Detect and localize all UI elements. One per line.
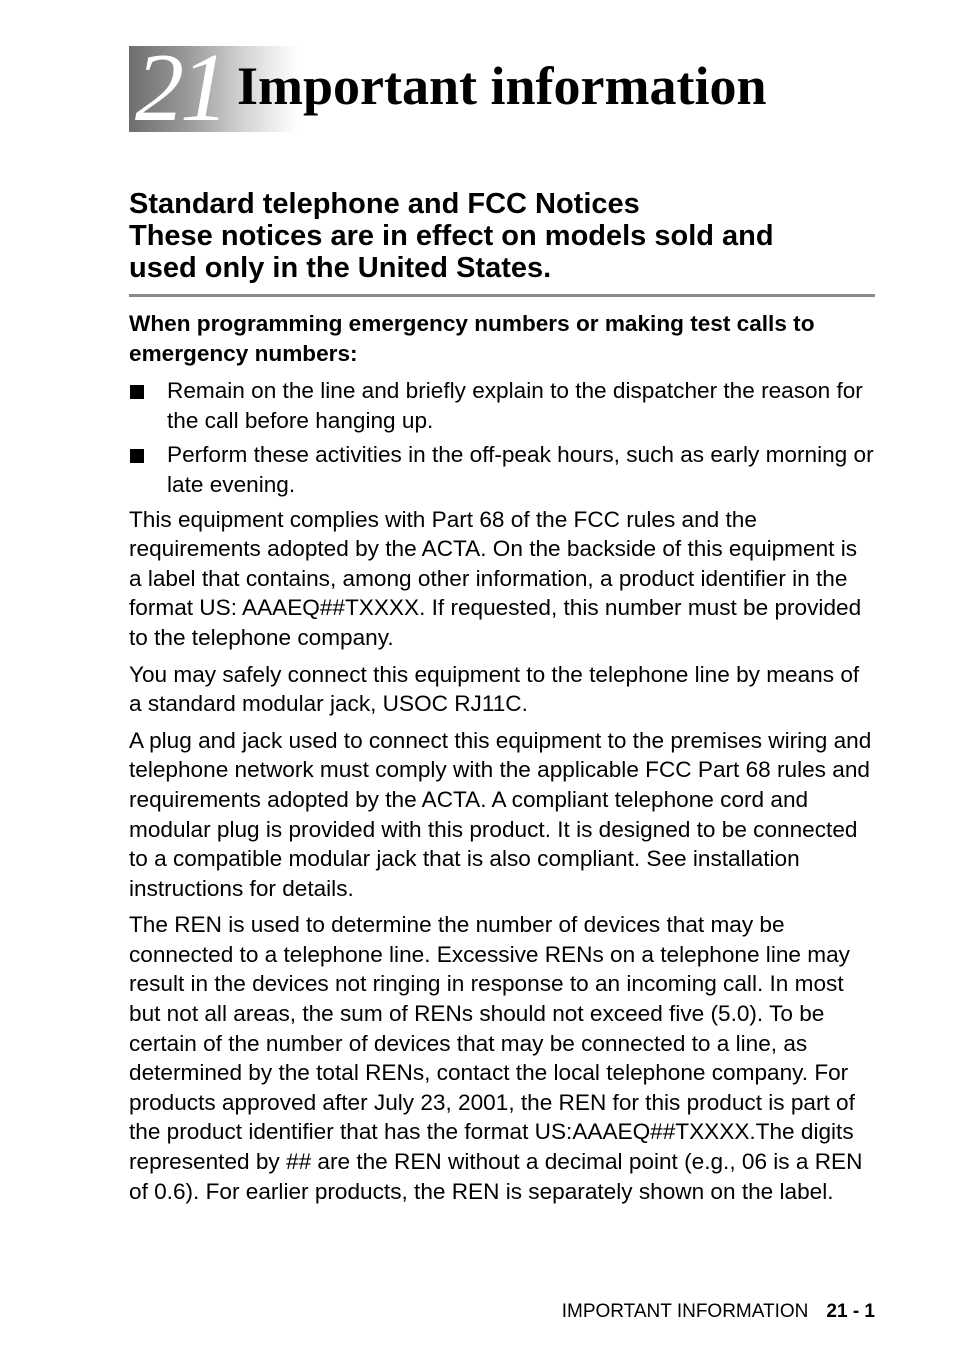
document-body: [129, 309, 874, 1213]
paragraph: You may safely connect this equipment to the telephone line by means of a standard modular jack, USOC RJ11C.: [129, 661, 860, 717]
list-item-text: Perform these activities in the off-peak hours, such as early morning or late evening.: [167, 442, 874, 497]
page-footer: [562, 1300, 875, 1324]
list-item: [129, 376, 874, 435]
section-heading-line: These notices are in effect on models sold and: [129, 220, 774, 252]
square-bullet-icon: [130, 449, 144, 463]
section-divider: [129, 294, 875, 297]
section-heading-line: Standard telephone and FCC Notices: [129, 188, 640, 220]
section-heading: [129, 188, 874, 284]
list-item: [129, 440, 874, 499]
list-item-text: Remain on the line and briefly explain to the dispatcher the reason for the call before hanging up.: [167, 378, 863, 433]
paragraph: A plug and jack used to connect this equipment to the premises wiring and telephone network must comply with the applicable FCC Part 68 rules and requirements adopted by the ACTA. A compliant telephone cord and modular plug is provided with this product. It is designed to be connected to a compatible modular jack that is also compliant. See installation instructions for details.: [129, 727, 872, 901]
chapter-number: 21: [135, 34, 225, 142]
footer-label: IMPORTANT INFORMATION: [561, 1301, 809, 1322]
paragraph: The REN is used to determine the number of devices that may be connected to a telephone line. Excessive RENs on a telephone line may result in the devices not ringing in response to an incoming call. In most but not all areas, the sum of RENs should not exceed five (5.0). To be certain of the number of devices that may be connected to a line, as determined by the total RENs, contact the local telephone company. For products approved after July 23, 2001, the REN for this product is part of the product identifier that has the format US:AAAEQ##TXXXX.The digits represented by ## are the REN without a decimal point (e.g., 06 is a REN of 0.6). For earlier products, the REN is separately shown on the label.: [129, 912, 863, 1204]
square-bullet-icon: [130, 385, 144, 399]
section-heading-line: used only in the United States.: [129, 252, 552, 284]
emergency-lead: When programming emergency numbers or making test calls to emergency numbers:: [129, 311, 815, 366]
paragraph: This equipment complies with Part 68 of the FCC rules and the requirements adopted by the ACTA. On the backside of this equipment is a label that contains, among other information, a product identifier in the format US: AAAEQ##TXXXX. If requested, this number must be provided to the telephone company.: [129, 506, 862, 650]
page-title: Important information: [237, 56, 767, 116]
page-number: 21 - 1: [826, 1301, 875, 1322]
chapter-header: [129, 34, 909, 142]
